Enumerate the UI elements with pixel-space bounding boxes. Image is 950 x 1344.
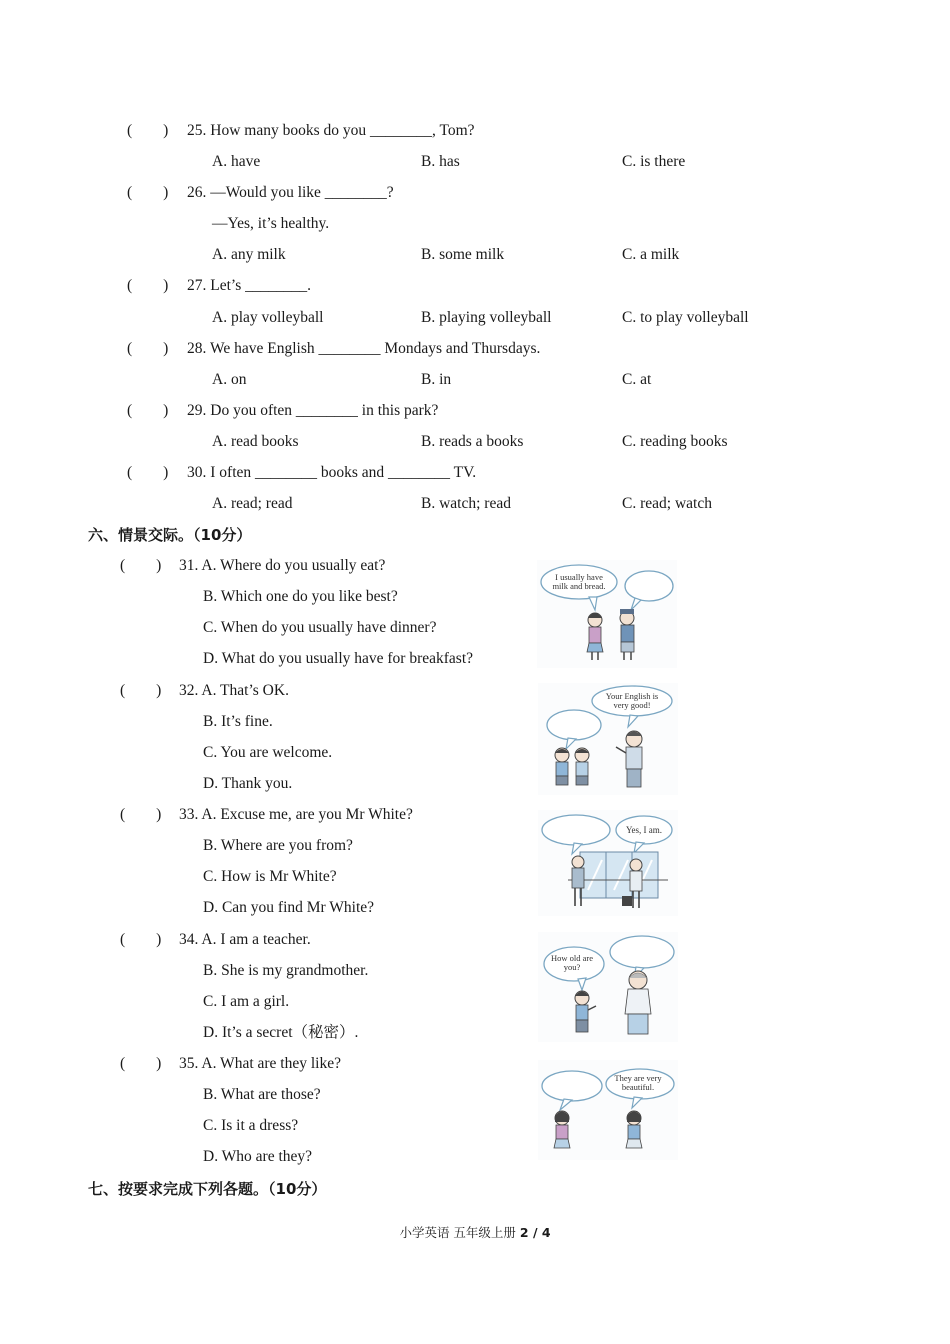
bubble-text: Your English is very good! bbox=[605, 691, 659, 710]
bubble-text: How old are you? bbox=[550, 953, 594, 972]
option-c: C. I am a girl. bbox=[203, 993, 290, 1010]
option-d: D. It’s a secret（秘密）. bbox=[203, 1024, 359, 1041]
option-c: C. to play volleyball bbox=[622, 309, 749, 326]
answer-bracket[interactable]: ( ) bbox=[120, 931, 162, 948]
option-d: D. Who are they? bbox=[203, 1148, 313, 1165]
dialogue-illustration bbox=[538, 683, 678, 795]
dialogue-illustration bbox=[538, 810, 678, 916]
dialogue-illustration bbox=[538, 932, 678, 1042]
bubble-text: Yes, I am. bbox=[625, 825, 663, 835]
option-a: 34. A. I am a teacher. bbox=[179, 931, 311, 948]
answer-bracket[interactable]: ( ) bbox=[120, 682, 162, 699]
question-text: 30. I often ________ books and ________ TV. bbox=[187, 464, 477, 481]
page-number: 2 / 4 bbox=[519, 1225, 551, 1240]
option-c: C. a milk bbox=[622, 246, 680, 263]
answer-bracket[interactable]: ( ) bbox=[120, 557, 162, 574]
option-a: 31. A. Where do you usually eat? bbox=[179, 557, 386, 574]
option-b: B. Where are you from? bbox=[203, 837, 353, 854]
option-c: C. Is it a dress? bbox=[203, 1117, 299, 1134]
bubble-text: They are very beautiful. bbox=[614, 1073, 662, 1092]
option-a: A. on bbox=[212, 371, 247, 388]
option-c: C. reading books bbox=[622, 433, 728, 450]
option-b: B. in bbox=[421, 371, 452, 388]
option-c: C. read; watch bbox=[622, 495, 712, 512]
option-b: B. playing volleyball bbox=[421, 309, 552, 326]
option-b: B. What are those? bbox=[203, 1086, 321, 1103]
option-a: 33. A. Excuse me, are you Mr White? bbox=[179, 806, 413, 823]
dialogue-illustration bbox=[537, 560, 677, 668]
option-a: A. read; read bbox=[212, 495, 293, 512]
option-b: B. reads a books bbox=[421, 433, 524, 450]
answer-bracket[interactable]: ( ) bbox=[127, 122, 169, 139]
option-b: B. watch; read bbox=[421, 495, 511, 512]
section-6-heading: 六、情景交际。（10分） bbox=[88, 526, 252, 544]
option-a: 32. A. That’s OK. bbox=[179, 682, 289, 699]
answer-bracket[interactable]: ( ) bbox=[127, 340, 169, 357]
option-c: C. How is Mr White? bbox=[203, 868, 337, 885]
option-d: D. What do you usually have for breakfast? bbox=[203, 650, 474, 667]
option-a: A. have bbox=[212, 153, 261, 170]
question-text: 26. —Would you like ________? bbox=[187, 184, 394, 201]
page-footer bbox=[0, 1224, 950, 1242]
option-a: 35. A. What are they like? bbox=[179, 1055, 341, 1072]
option-b: B. Which one do you like best? bbox=[203, 588, 398, 605]
bubble-text: I usually have milk and bread. bbox=[552, 572, 606, 591]
dialogue-illustration bbox=[538, 1060, 678, 1160]
option-d: D. Can you find Mr White? bbox=[203, 899, 375, 916]
option-b: B. some milk bbox=[421, 246, 505, 263]
option-a: A. any milk bbox=[212, 246, 286, 263]
answer-bracket[interactable]: ( ) bbox=[127, 464, 169, 481]
answer-bracket[interactable]: ( ) bbox=[127, 184, 169, 201]
question-text: 29. Do you often ________ in this park? bbox=[187, 402, 439, 419]
option-c: C. at bbox=[622, 371, 652, 388]
option-b: B. She is my grandmother. bbox=[203, 962, 369, 979]
answer-bracket[interactable]: ( ) bbox=[127, 277, 169, 294]
question-text: 27. Let’s ________. bbox=[187, 277, 311, 294]
option-c: C. You are welcome. bbox=[203, 744, 333, 761]
section-7-heading: 七、按要求完成下列各题。（10分） bbox=[88, 1180, 327, 1198]
answer-bracket[interactable]: ( ) bbox=[127, 402, 169, 419]
answer-bracket[interactable]: ( ) bbox=[120, 806, 162, 823]
option-c: C. When do you usually have dinner? bbox=[203, 619, 437, 636]
option-b: B. has bbox=[421, 153, 460, 170]
answer-bracket[interactable]: ( ) bbox=[120, 1055, 162, 1072]
question-text: 28. We have English ________ Mondays and Thursdays. bbox=[187, 340, 541, 357]
footer-subject: 小学英语 五年级上册 bbox=[399, 1225, 520, 1240]
option-d: D. Thank you. bbox=[203, 775, 293, 792]
question-text: 25. How many books do you ________, Tom? bbox=[187, 122, 475, 139]
option-a: A. read books bbox=[212, 433, 299, 450]
option-c: C. is there bbox=[622, 153, 686, 170]
option-b: B. It’s fine. bbox=[203, 713, 273, 730]
question-reply: —Yes, it’s healthy. bbox=[212, 215, 330, 232]
option-a: A. play volleyball bbox=[212, 309, 324, 326]
